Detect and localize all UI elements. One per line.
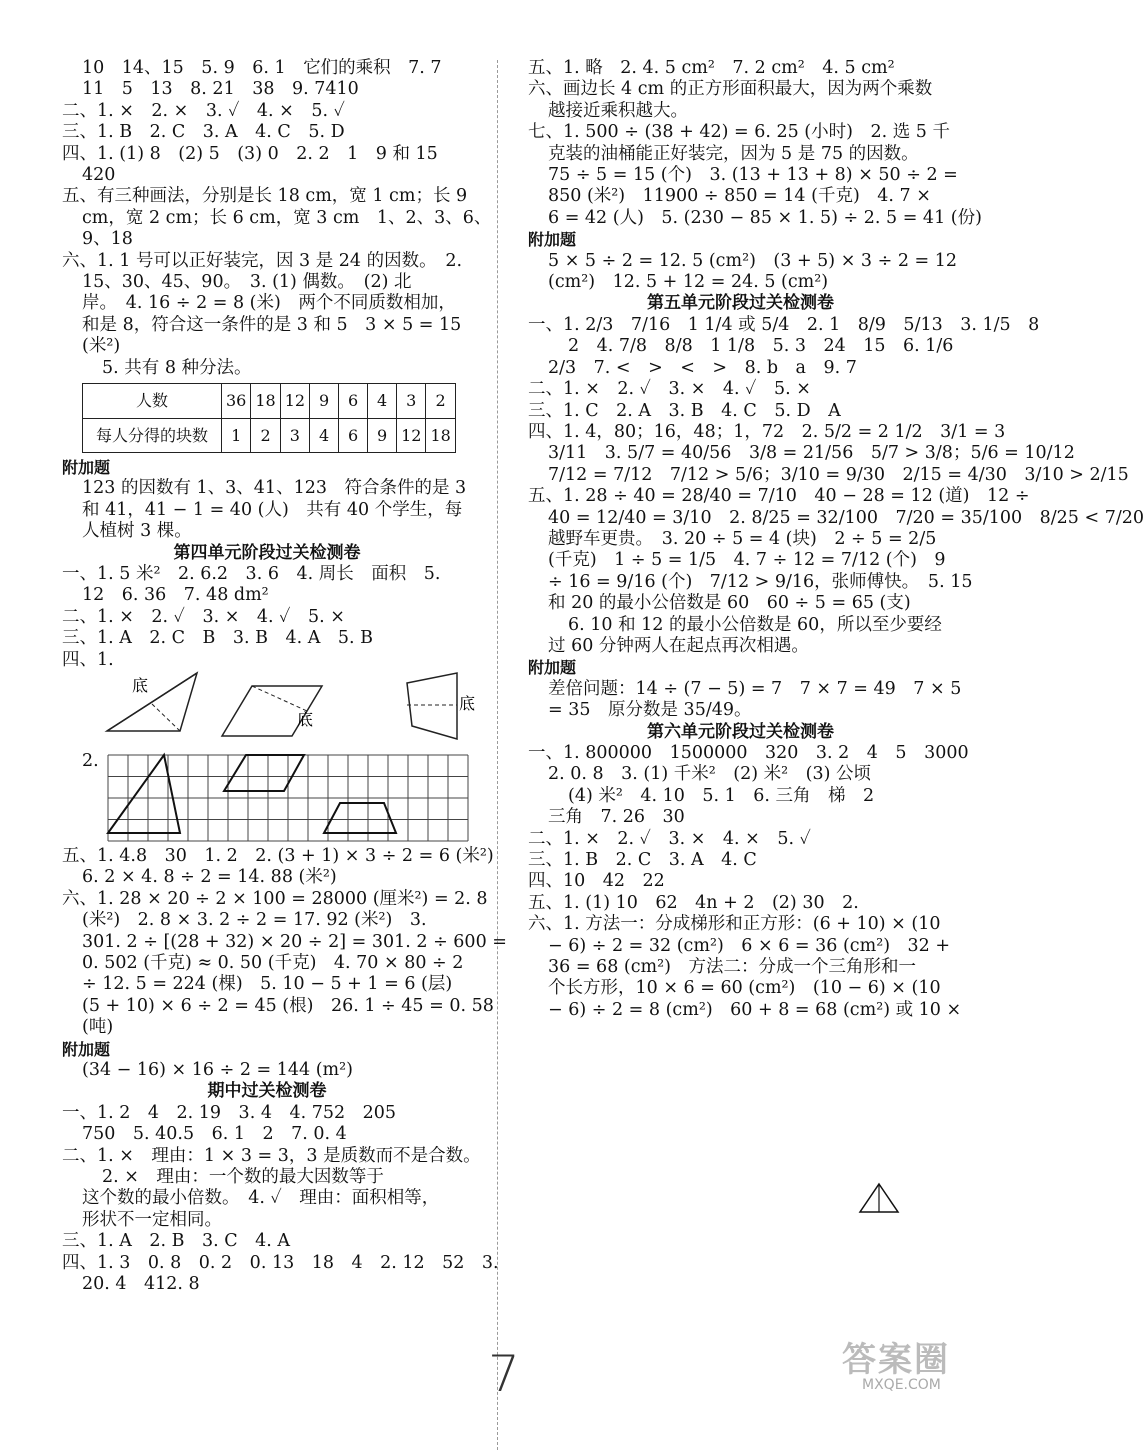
answer-line: 2/3 7. < > < > 8. b a 9. 7 — [548, 357, 857, 378]
answer-line: 过 60 分钟两人在起点再次相遇。 — [548, 635, 809, 656]
factor-table — [82, 383, 456, 453]
answer-line: ÷ 12. 5 = 224 (棵) 5. 10 − 5 + 1 = 6 (层) — [82, 974, 453, 995]
answer-line: 6. 2 × 4. 8 ÷ 2 = 14. 88 (米²) — [82, 867, 337, 888]
table-cell: 9 — [310, 384, 339, 418]
answer-line: 二、1. × 2. × 3. ✓ 4. × 5. ✓ — [62, 100, 345, 121]
answer-line: 6. 10 和 12 的最小公倍数是 60，所以至少要经 — [568, 614, 942, 635]
table-cell: 2 — [251, 418, 280, 452]
answer-line: 一、1. 2/3 7/16 1 1/4 或 5/4 2. 1 8/9 5/13 3. 1/5 8 — [528, 314, 1040, 335]
answer-line: 四、10 42 22 — [528, 871, 665, 892]
answer-line: 五、1. 4.8 30 1. 2 2. (3 + 1) × 3 ÷ 2 = 6 (米²) — [62, 845, 494, 866]
watermark-logo: 答案圈 — [842, 1340, 950, 1380]
answer-line: 二、1. × 理由：1 × 3 = 3，3 是质数而不是合数。 — [62, 1145, 481, 1166]
table-cell: 9 — [368, 418, 397, 452]
answer-line: 四、1. 4，80；16，48；1，72 2. 5/2 = 2 1/2 3/1 = 3 — [528, 421, 1006, 442]
base-label: 底 — [297, 709, 314, 729]
answer-line: 9、18 — [82, 229, 133, 250]
answer-line: 850 (米²) 11900 ÷ 850 = 14 (千克) 4. 7 × — [548, 186, 931, 207]
answer-line: 五、1. (1) 10 62 4n + 2 (2) 30 2. — [528, 892, 859, 913]
table-cell: 2 — [426, 384, 455, 418]
answer-line: (米²) 2. 8 × 3. 2 ÷ 2 = 17. 92 (米²) 3. — [82, 910, 427, 931]
answer-line: 四、1. (1) 8 (2) 5 (3) 0 2. 2 1 9 和 15 — [62, 143, 438, 164]
answer-line: 40 = 12/40 = 3/10 2. 8/25 = 32/100 7/20 = 35/100 8/25 < 7/20 — [548, 507, 1144, 528]
answer-line: 和 20 的最小公倍数是 60 60 ÷ 5 = 65 (支) — [548, 593, 911, 614]
bonus-heading: 附加题 — [62, 1039, 111, 1059]
answer-line: = 35 原分数是 35/49。 — [548, 700, 752, 721]
answer-line: cm，宽 2 cm；长 6 cm，宽 3 cm 1、2、3、6、 — [82, 207, 492, 228]
answer-line: 四、1. 3 0. 8 0. 2 0. 13 18 4 2. 12 52 3. — [62, 1252, 499, 1273]
answer-line: 三、1. C 2. A 3. B 4. C 5. D A — [528, 400, 841, 421]
answer-line: 这个数的最小倍数。 4. ✓ 理由：面积相等， — [82, 1188, 440, 1209]
grid-figure — [104, 751, 466, 846]
answer-line: 420 — [82, 165, 116, 186]
answer-line: 5 × 5 ÷ 2 = 12. 5 (cm²) (3 + 5) × 3 ÷ 2 = 12 — [548, 250, 958, 271]
answer-line: 12 6. 36 7. 48 dm² — [82, 585, 269, 606]
answer-line: − 6) ÷ 2 = 32 (cm²) 6 × 6 = 36 (cm²) 32 + — [548, 935, 951, 956]
bonus-heading: 附加题 — [528, 658, 577, 678]
answer-line: 2. 0. 8 3. (1) 千米² (2) 米² (3) 公顷 — [548, 764, 871, 785]
section-title: 第六单元阶段过关检测卷 — [647, 721, 834, 742]
right-block — [528, 58, 1144, 1021]
left-block-b — [62, 457, 472, 671]
answer-line: 3/11 3. 5/7 = 40/56 3/8 = 21/56 5/7 > 3/8；5/6 = 10/12 — [548, 443, 1075, 464]
answer-line: 五、1. 略 2. 4. 5 cm² 7. 2 cm² 4. 5 cm² — [528, 58, 895, 78]
answer-line: 越接近乘积越大。 — [548, 100, 688, 121]
table-row-head: 人数 — [83, 384, 222, 418]
table-row — [83, 384, 456, 418]
answer-line: 36 = 68 (cm²) 方法二：分成一个三角形和一 — [548, 957, 916, 978]
trapezoid-figure — [402, 671, 482, 741]
answer-line: 20. 4 412. 8 — [82, 1274, 200, 1295]
answer-line: 6 = 42 (人) 5. (230 − 85 × 1. 5) ÷ 2. 5 = 41 (份) — [548, 207, 982, 228]
watermark-url: MXQE.COM — [862, 1377, 941, 1393]
column-divider — [497, 60, 498, 1450]
answer-line: 750 5. 40.5 6. 1 2 7. 0. 4 — [82, 1124, 347, 1145]
answer-line: (千克) 1 ÷ 5 = 1/5 4. 7 ÷ 12 = 7/12 (个) 9 — [548, 550, 946, 571]
answer-line: (米²) — [82, 336, 121, 357]
table-row — [83, 418, 456, 452]
answer-line: 六、画边长 4 cm 的正方形面积最大，因为两个乘数 — [528, 79, 933, 100]
answer-line: (吨) — [82, 1017, 114, 1038]
answer-line: 和是 8，符合这一条件的是 3 和 5 3 × 5 = 15 — [82, 314, 462, 335]
table-cell: 12 — [397, 418, 426, 452]
answer-line: 301. 2 ÷ [(28 + 32) × 20 ÷ 2] = 301. 2 ÷ 600 = — [82, 931, 507, 952]
base-label: 底 — [459, 693, 476, 713]
left-block-c — [62, 845, 507, 1296]
answer-line: 123 的因数有 1、3、41、123 符合条件的是 3 — [82, 478, 467, 499]
watermark — [842, 1332, 992, 1402]
answer-line: 二、1. × 2. ✓ 3. × 4. ✓ 5. × — [62, 606, 345, 627]
section-title: 期中过关检测卷 — [207, 1081, 327, 1102]
answer-line: 0. 502 (千克) ≈ 0. 50 (千克) 4. 70 × 80 ÷ 2 — [82, 953, 464, 973]
answer-line: 三、1. A 2. B 3. C 4. A — [62, 1231, 291, 1252]
answer-line: 个长方形，10 × 6 = 60 (cm²) (10 − 6) × (10 — [548, 978, 941, 999]
answer-line: 三、1. B 2. C 3. A 4. C — [528, 850, 757, 871]
table-cell: 3 — [397, 384, 426, 418]
answer-line: (5 + 10) × 6 ÷ 2 = 45 (根) 26. 1 ÷ 45 = 0. 58 — [82, 995, 494, 1016]
answer-line: 六、1. 方法一：分成梯形和正方形：(6 + 10) × (10 — [528, 914, 941, 935]
answer-line: 六、1. 28 × 20 ÷ 2 × 100 = 28000 (厘米²) = 2. 8 — [62, 888, 488, 909]
answer-line: 一、1. 2 4 2. 19 3. 4 4. 752 205 — [62, 1102, 397, 1123]
table-cell: 4 — [368, 384, 397, 418]
answer-line: 和 41，41 − 1 = 40 (人) 共有 40 个学生，每 — [82, 499, 463, 520]
bonus-heading: 附加题 — [62, 457, 111, 477]
table-cell: 1 — [222, 418, 251, 452]
base-label: 底 — [132, 675, 149, 695]
answer-line: 二、1. × 2. ✓ 3. × 4. ✓ 5. × — [528, 379, 811, 400]
answer-line: 一、1. 5 米² 2. 6.2 3. 6 4. 周长 面积 5. — [62, 563, 441, 584]
page-number: 7 — [488, 1345, 520, 1403]
answer-line: 差倍问题：14 ÷ (7 − 5) = 7 7 × 7 = 49 7 × 5 — [548, 678, 962, 699]
answer-line: 三、1. A 2. C B 3. B 4. A 5. B — [62, 628, 374, 649]
table-cell: 18 — [426, 418, 455, 452]
table-cell: 18 — [251, 384, 280, 418]
answer-line: 岸。 4. 16 ÷ 2 = 8 (米) 两个不同质数相加， — [82, 293, 456, 314]
answer-line: 五、1. 28 ÷ 40 = 28/40 = 7/10 40 − 28 = 12 (道) 12 ÷ — [528, 486, 1030, 507]
answer-line: 克装的油桶能正好装完，因为 5 是 75 的因数。 — [548, 143, 919, 164]
answer-line: 2 4. 7/8 8/8 1 1/8 5. 3 24 15 6. 1/6 — [568, 336, 954, 357]
answer-line: 2. × 理由：一个数的最大因数等于 — [102, 1167, 384, 1188]
table-cell: 3 — [280, 418, 309, 452]
right-column — [528, 58, 1144, 1021]
triangle-figure — [858, 1182, 900, 1214]
answer-line: 二、1. × 2. ✓ 3. × 4. × 5. ✓ — [528, 828, 811, 849]
left-column — [62, 58, 507, 1296]
triangle-figure — [102, 671, 202, 736]
parallelogram-figure — [217, 681, 327, 741]
answer-line: 75 ÷ 5 = 15 (个) 3. (13 + 13 + 8) × 50 ÷ 2 = — [548, 165, 958, 186]
answer-line: 一、1. 800000 1500000 320 3. 2 4 5 3000 — [528, 743, 969, 763]
geometry-figures — [82, 671, 476, 846]
left-block-a — [62, 58, 492, 379]
answer-line: 四、1. — [62, 649, 114, 670]
answer-line: 11 5 13 8. 21 38 9. 7410 — [82, 79, 359, 100]
answer-line: 五、有三种画法，分别是长 18 cm，宽 1 cm；长 9 — [62, 186, 468, 207]
answer-line: 六、1. 1 号可以正好装完，因 3 是 24 的因数。 2. — [62, 250, 463, 271]
answer-line: (4) 米² 4. 10 5. 1 6. 三角 梯 2 — [568, 785, 875, 806]
table-cell: 12 — [280, 384, 309, 418]
answer-line: ÷ 16 = 9/16 (个) 7/12 > 9/16，张师傅快。 5. 15 — [548, 571, 973, 592]
bonus-heading: 附加题 — [528, 230, 577, 250]
table-cell: 6 — [339, 418, 368, 452]
answer-line: 7/12 = 7/12 7/12 > 5/6；3/10 = 9/30 2/15 = 4/30 3/10 > 2/15 — [548, 464, 1129, 485]
table-row-head: 每人分得的块数 — [83, 418, 222, 452]
table-cell: 36 — [222, 384, 251, 418]
answer-line: − 6) ÷ 2 = 8 (cm²) 60 + 8 = 68 (cm²) 或 10 × — [548, 999, 962, 1020]
answer-line: (34 − 16) × 16 ÷ 2 = 144 (m²) — [82, 1060, 353, 1081]
section-title: 第五单元阶段过关检测卷 — [647, 293, 834, 314]
answer-line: 10 14、15 5. 9 6. 1 它们的乘积 7. 7 — [82, 58, 442, 78]
answer-line: 七、1. 500 ÷ (38 + 42) = 6. 25 (小时) 2. 选 5 千 — [528, 122, 950, 143]
answer-line: 三、1. B 2. C 3. A 4. C 5. D — [62, 122, 345, 143]
answer-line: 5. 共有 8 种分法。 — [102, 357, 252, 378]
table-cell: 4 — [310, 418, 339, 452]
table-cell: 6 — [339, 384, 368, 418]
section-title: 第四单元阶段过关检测卷 — [173, 542, 361, 563]
question-number: 2. — [82, 750, 99, 771]
answer-line: 三角 7. 26 30 — [548, 807, 685, 828]
answer-line: (cm²) 12. 5 + 12 = 24. 5 (cm²) — [548, 272, 829, 293]
answer-line: 人植树 3 棵。 — [82, 521, 192, 542]
answer-line: 15、30、45、90。 3. (1) 偶数。 (2) 北 — [82, 272, 412, 293]
answer-line: 形状不一定相同。 — [82, 1209, 222, 1230]
answer-line: 越野车更贵。 3. 20 ÷ 5 = 4 (块) 2 ÷ 5 = 2/5 — [548, 528, 937, 549]
